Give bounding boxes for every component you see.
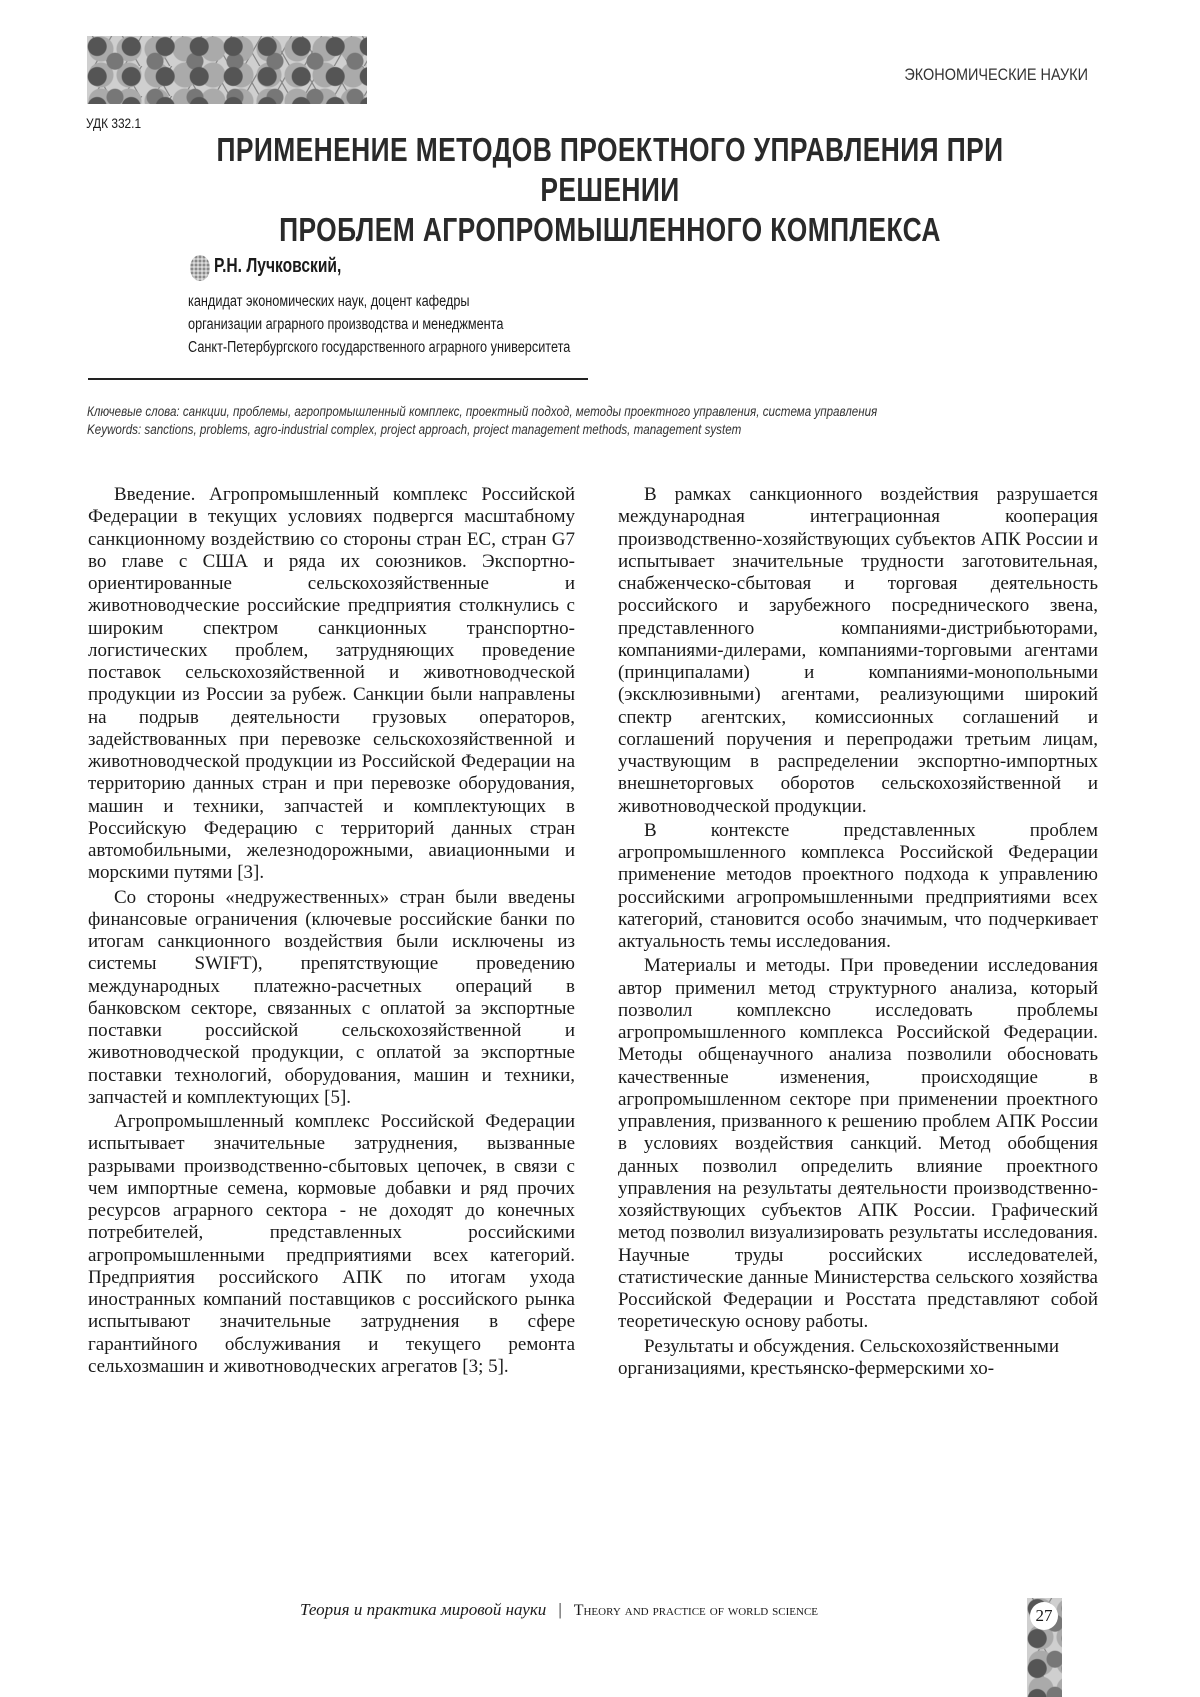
section-label: ЭКОНОМИЧЕСКИЕ НАУКИ bbox=[904, 65, 1088, 85]
paragraph: Результаты и обсуждения. Сельскохозяйственными организациями, крестьянско-фермерскими хо- bbox=[618, 1336, 1098, 1381]
body-column-left bbox=[88, 484, 575, 1380]
paragraph: Материалы и методы. При проведении исследования автор применил метод структурного анализа, который позволил комплексно исследовать проблемы агропромышленного комплекса Российской Федерации. Методы общенаучного анализа позволили обосновать качественные изменения, происходящие в агропромышленном секторе при применении проектного управления, призванного к решению проблем АПК России в условиях воздействия санкций. Метод обобщения данных позволил определить влияние проектного управления на результаты деятельности производственно-хозяйствующих субъектов АПК России. Графический метод позволил визуализировать результаты исследования. Научные труды российских исследователей, статистические данные Министерства сельского хозяйства Российской Федерации и Росстата представляют собой теоретическую основу работы. bbox=[618, 955, 1098, 1333]
paragraph: В рамках санкционного воздействия разрушается международная интеграционная кооперация производственно-хозяйствующих субъектов АПК России и испытывает значительные трудности заготовительная, снабженческо-сбытовая и торговая деятельность российского и зарубежного посреднического звена, представленного компаниями-дистрибьюторами, компаниями-дилерами, компаниями-торговыми агентами (принципалами) и компаниями-монопольными (эксклюзивными) агентами, реализующими широкий спектр агентских, комиссионных соглашений и соглашений поручения и перепродажи третьим лицам, участвующим в распределении экспортно-импортных внешнеторговых оборотов сельскохозяйственной и животноводческой продукции. bbox=[618, 484, 1098, 818]
divider bbox=[88, 378, 588, 380]
footer-separator: | bbox=[558, 1600, 561, 1619]
affiliation-line: кандидат экономических наук, доцент кафедры bbox=[188, 290, 762, 313]
paragraph: В контексте представленных проблем агропромышленного комплекса Российской Федерации применение методов проектного подхода к управлению российскими агропромышленными предприятиями всех категорий, становится особо значимым, что подчеркивает актуальность темы исследования. bbox=[618, 820, 1098, 954]
paragraph: Введение. Агропромышленный комплекс Российской Федерации в текущих условиях подвергся масштабному санкционному воздействию со стороны стран ЕС, стран G7 во главе с США и ряда их союзников. Экспортно-ориентированные сельскохозяйственные и животноводческие российские предприятия столкнулись с широким спектром санкционных транспортно-логистических проблем, затрудняющих проведение поставок сельскохозяйственной и животноводческой продукции из России за рубеж. Санкции были направлены на подрыв деятельности грузовых операторов, задействованных при перевозке сельскохозяйственной и животноводческой продукции из Российской Федерации на территорию данных стран и при перевозке оборудования, машин и техники, запчастей и комплектующих в Российскую Федерацию с территорий данных стран автомобильными, железнодорожными, авиационными и морскими путями [3]. bbox=[88, 484, 575, 885]
header-molecule-image bbox=[87, 36, 367, 104]
paragraph: Агропромышленный комплекс Российской Федерации испытывает значительные затруднения, вызванные разрывами производственно-сбытовых цепочек, в связи с чем импортные семена, кормовые добавки и ряд прочих ресурсов аграрного сектора - не доходят до конечных потребителей, представленных российскими агропромышленными предприятиями всех категорий. Предприятия российского АПК по итогам ухода иностранных компаний поставщиков с российского рынка испытывают значительные затруднения в сфере гарантийного обслуживания и текущего ремонта сельхозмашин и животноводческих агрегатов [3; 5]. bbox=[88, 1111, 575, 1378]
running-footer bbox=[300, 1600, 818, 1620]
paragraph: Со стороны «недружественных» стран были введены финансовые ограничения (ключевые российские банки по итогам санкционного воздействия были исключены из системы SWIFT), препятствующие проведению международных платежно-расчетных операций в банковском секторе, связанных с оплатой за экспортные поставки российской сельскохозяйственной и животноводческой продукции, с оплатой за экспортные поставки технологий, оборудования, машин и техники, запчастей и комплектующих [5]. bbox=[88, 887, 575, 1110]
keywords bbox=[87, 403, 1119, 439]
keywords-ru: Ключевые слова: санкции, проблемы, агропромышленный комплекс, проектный подход, методы проектного управления, система управления bbox=[87, 403, 1119, 421]
affiliation-line: организации аграрного производства и менеджмента bbox=[188, 313, 762, 336]
udk-code: УДК 332.1 bbox=[86, 115, 141, 131]
affiliation-line: Санкт-Петербургского государственного аграрного университета bbox=[188, 336, 762, 359]
body-column-right bbox=[618, 484, 1098, 1382]
page-number: 27 bbox=[1030, 1602, 1058, 1630]
author-icon bbox=[190, 255, 210, 281]
journal-title-en: Theory and practice of world science bbox=[574, 1602, 818, 1619]
keywords-en: Keywords: sanctions, problems, agro-industrial complex, project approach, project management methods, management system bbox=[87, 421, 1119, 439]
article-title bbox=[170, 130, 1050, 250]
title-line: ПРОБЛЕМ АГРОПРОМЫШЛЕННОГО КОМПЛЕКСА bbox=[170, 210, 1050, 250]
journal-title-ru: Теория и практика мировой науки bbox=[300, 1600, 546, 1619]
author-affiliation bbox=[188, 290, 762, 359]
author-name: Р.Н. Лучковский, bbox=[214, 255, 341, 278]
title-line: ПРИМЕНЕНИЕ МЕТОДОВ ПРОЕКТНОГО УПРАВЛЕНИЯ ПРИ РЕШЕНИИ bbox=[170, 130, 1050, 210]
